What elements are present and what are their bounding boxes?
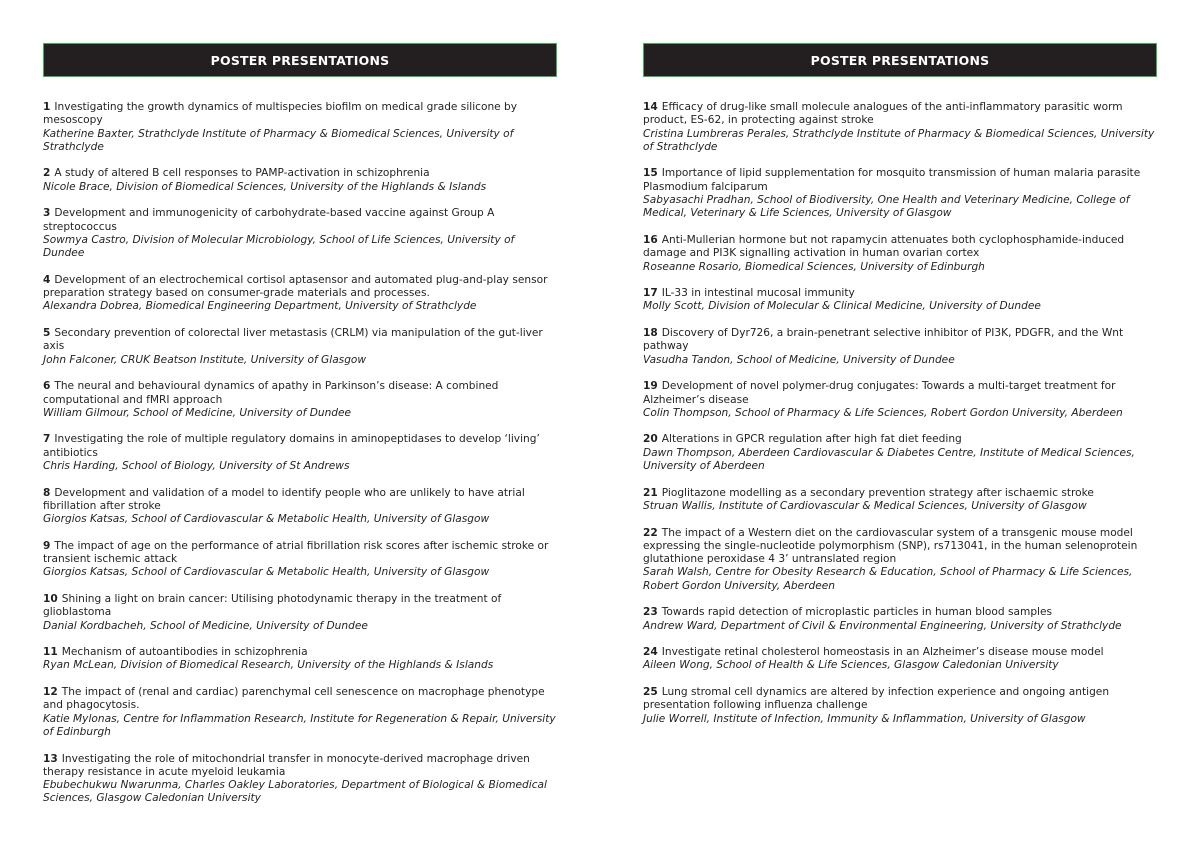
- poster-number: 10: [43, 592, 58, 605]
- poster-entry: [643, 327, 1157, 367]
- poster-title: Towards rapid detection of microplastic particles in human blood samples: [661, 606, 1053, 619]
- poster-number: 1: [43, 101, 51, 113]
- poster-number: 17: [643, 287, 658, 300]
- poster-author: Sarah Walsh, Centre for Obesity Research & Education, School of Pharmacy & Life Sciences, Robert Gordon University, Aberdeen: [643, 566, 1133, 592]
- poster-author: Katherine Baxter, Strathclyde Institute of Pharmacy & Biomedical Sciences, University of Strathclyde: [43, 127, 514, 153]
- poster-number: 18: [643, 327, 658, 340]
- poster-title-line: [43, 540, 557, 567]
- poster-title-line: [43, 646, 557, 659]
- poster-entry: [643, 686, 1157, 726]
- poster-author: Dawn Thompson, Aberdeen Cardiovascular & Diabetes Centre, Institute of Medical Sciences, University of Aberdeen: [643, 446, 1135, 473]
- poster-title-line: [43, 327, 557, 354]
- poster-entry: [43, 327, 557, 367]
- poster-entry: [43, 593, 557, 633]
- poster-number: 11: [43, 646, 58, 659]
- poster-entry: [643, 606, 1157, 633]
- poster-number: 20: [643, 433, 658, 446]
- poster-title: Investigating the growth dynamics of multispecies biofilm on medical grade silicone by mesoscopy: [43, 101, 518, 127]
- poster-number: 15: [643, 167, 658, 180]
- poster-title-line: [43, 433, 557, 460]
- poster-title: Development of an electrochemical cortisol aptasensor and automated plug-and-play sensor preparation strategy based on consumer-grade materials and processes.: [43, 273, 548, 300]
- poster-title-line: [643, 167, 1157, 194]
- poster-entry: [43, 540, 557, 580]
- poster-number: 19: [643, 380, 658, 393]
- poster-title-line: [43, 753, 557, 780]
- poster-entry: [643, 380, 1157, 420]
- poster-title: Mechanism of autoantibodies in schizophrenia: [61, 646, 308, 659]
- right-page: [643, 43, 1157, 739]
- section-header-banner: [43, 43, 557, 77]
- poster-title: Lung stromal cell dynamics are altered by infection experience and ongoing antigen presentation following influenza challenge: [643, 686, 1110, 712]
- poster-author: Sowmya Castro, Division of Molecular Microbiology, School of Life Sciences, University of Dundee: [43, 233, 515, 260]
- poster-title-line: [643, 487, 1157, 500]
- poster-list: [643, 101, 1157, 726]
- poster-title-line: [43, 274, 557, 301]
- poster-title: Investigating the role of mitochondrial transfer in monocyte-derived macrophage driven therapy resistance in acute myeloid leukamia: [43, 752, 530, 778]
- poster-title-line: [643, 380, 1157, 407]
- poster-author: Colin Thompson, School of Pharmacy & Life Sciences, Robert Gordon University, Aberdeen: [643, 406, 1123, 419]
- poster-number: 16: [643, 233, 658, 246]
- poster-entry: [643, 646, 1157, 673]
- poster-entry: [43, 646, 557, 673]
- poster-author: Sabyasachi Pradhan, School of Biodiversity, One Health and Veterinary Medicine, College of Medical, Veterinary & Life Sciences, University of Glasgow: [643, 194, 1130, 220]
- poster-title: Secondary prevention of colorectal liver metastasis (CRLM) via manipulation of the gut-liver axis: [43, 327, 543, 353]
- poster-number: 7: [43, 433, 51, 446]
- poster-author: Giorgios Katsas, School of Cardiovascular & Metabolic Health, University of Glasgow: [43, 513, 490, 526]
- poster-title-line: [643, 287, 1157, 300]
- left-page: [43, 43, 557, 819]
- poster-title: Shining a light on brain cancer: Utilising photodynamic therapy in the treatment of glioblastoma: [43, 592, 502, 619]
- poster-title: Investigating the role of multiple regulatory domains in aminopeptidases to develop ‘living’ antibiotics: [43, 433, 540, 459]
- poster-title-line: [643, 686, 1157, 713]
- poster-author: Andrew Ward, Department of Civil & Environmental Engineering, University of Strathclyde: [643, 619, 1122, 632]
- poster-entry: [43, 101, 557, 154]
- poster-title: A study of altered B cell responses to PAMP-activation in schizophrenia: [54, 167, 430, 180]
- poster-number: 2: [43, 167, 51, 180]
- poster-title: Development and immunogenicity of carbohydrate-based vaccine against Group A streptococcus: [43, 207, 495, 233]
- poster-title-line: [643, 433, 1157, 446]
- poster-title-line: [643, 606, 1157, 619]
- poster-title-line: [643, 327, 1157, 354]
- poster-entry: [43, 274, 557, 314]
- poster-list: [43, 101, 557, 806]
- poster-author: Vasudha Tandon, School of Medicine, University of Dundee: [643, 353, 955, 366]
- poster-entry: [643, 287, 1157, 314]
- poster-title-line: [643, 234, 1157, 261]
- poster-title: Development of novel polymer-drug conjugates: Towards a multi-target treatment for Alzheimer’s disease: [643, 380, 1116, 406]
- poster-number: 6: [43, 380, 51, 393]
- poster-title-line: [643, 101, 1157, 128]
- poster-title-line: [43, 593, 557, 620]
- poster-author: Julie Worrell, Institute of Infection, Immunity & Inflammation, University of Glasgow: [643, 712, 1086, 725]
- poster-title: Anti-Mullerian hormone but not rapamycin attenuates both cyclophosphamide-induced damage and PI3K signalling activation in human ovarian cortex: [643, 233, 1125, 260]
- poster-title-line: [43, 686, 557, 713]
- poster-entry: [43, 753, 557, 806]
- poster-title-line: [643, 646, 1157, 659]
- poster-author: Aileen Wong, School of Health & Life Sciences, Glasgow Caledonian University: [643, 659, 1059, 672]
- poster-title: Investigate retinal cholesterol homeostasis in an Alzheimer’s disease mouse model: [661, 646, 1104, 659]
- poster-number: 8: [43, 486, 51, 499]
- poster-number: 13: [43, 752, 58, 765]
- poster-author: John Falconer, CRUK Beatson Institute, University of Glasgow: [43, 353, 367, 366]
- poster-author: Molly Scott, Division of Molecular & Clinical Medicine, University of Dundee: [643, 300, 1041, 313]
- poster-author: Katie Mylonas, Centre for Inflammation Research, Institute for Regeneration & Repair, University of Edinburgh: [43, 712, 556, 738]
- poster-entry: [43, 207, 557, 260]
- section-header-title: POSTER PRESENTATIONS: [810, 52, 990, 68]
- poster-entry: [43, 686, 557, 739]
- poster-title: IL-33 in intestinal mucosal immunity: [661, 287, 855, 300]
- poster-number: 21: [643, 486, 658, 499]
- poster-title: Alterations in GPCR regulation after high fat diet feeding: [661, 433, 962, 446]
- poster-number: 3: [43, 207, 51, 220]
- poster-title-line: [43, 487, 557, 514]
- poster-title-line: [43, 207, 557, 234]
- poster-title-line: [43, 101, 557, 128]
- poster-number: 14: [643, 101, 658, 113]
- poster-title: The impact of age on the performance of atrial fibrillation risk scores after ischemic stroke or transient ischemic attack: [43, 539, 549, 566]
- poster-entry: [43, 167, 557, 194]
- poster-entry: [43, 433, 557, 473]
- poster-entry: [43, 487, 557, 527]
- poster-number: 22: [643, 526, 658, 539]
- poster-author: Danial Kordbacheh, School of Medicine, University of Dundee: [43, 619, 368, 632]
- poster-entry: [643, 487, 1157, 514]
- poster-entry: [43, 380, 557, 420]
- poster-author: Struan Wallis, Institute of Cardiovascular & Medical Sciences, University of Glasgow: [643, 499, 1087, 512]
- poster-title: The neural and behavioural dynamics of apathy in Parkinson’s disease: A combined computational and fMRI approach: [43, 380, 499, 406]
- poster-entry: [643, 101, 1157, 154]
- poster-author: Chris Harding, School of Biology, University of St Andrews: [43, 460, 350, 473]
- poster-author: Nicole Brace, Division of Biomedical Sciences, University of the Highlands & Islands: [43, 180, 487, 193]
- poster-title: The impact of (renal and cardiac) parenchymal cell senescence on macrophage phenotype and phagocytosis.: [43, 686, 545, 712]
- poster-title-line: [43, 167, 557, 180]
- poster-title: Development and validation of a model to identify people who are unlikely to have atrial fibrillation after stroke: [43, 486, 525, 512]
- poster-entry: [643, 167, 1157, 220]
- poster-entry: [643, 527, 1157, 593]
- section-header-title: POSTER PRESENTATIONS: [210, 52, 390, 68]
- poster-author: Giorgios Katsas, School of Cardiovascular & Metabolic Health, University of Glasgow: [43, 566, 490, 579]
- poster-number: 4: [43, 273, 51, 286]
- poster-author: Cristina Lumbreras Perales, Strathclyde Institute of Pharmacy & Biomedical Sciences, University of Strathclyde: [643, 127, 1155, 153]
- poster-title: Importance of lipid supplementation for mosquito transmission of human malaria parasite Plasmodium falciparum: [643, 167, 1141, 193]
- poster-number: 24: [643, 646, 658, 659]
- poster-author: Roseanne Rosario, Biomedical Sciences, University of Edinburgh: [643, 260, 985, 273]
- poster-author: Alexandra Dobrea, Biomedical Engineering Department, University of Strathclyde: [43, 300, 477, 313]
- poster-author: Ryan McLean, Division of Biomedical Research, University of the Highlands & Islands: [43, 659, 494, 672]
- poster-number: 25: [643, 686, 658, 699]
- poster-number: 12: [43, 686, 58, 699]
- poster-title: The impact of a Western diet on the cardiovascular system of a transgenic mouse model expressing the single-nucleotide polymorphism (SNP), rs713041, in the human selenoprotein glutathione peroxidase 4 3’ untranslated region: [643, 526, 1138, 566]
- poster-author: Ebubechukwu Nwarunma, Charles Oakley Laboratories, Department of Biological & Biomedical Sciences, Glasgow Caledonian University: [43, 779, 547, 805]
- section-header-banner: [643, 43, 1157, 77]
- poster-title-line: [643, 527, 1157, 567]
- poster-number: 9: [43, 539, 51, 552]
- poster-title: Efficacy of drug-like small molecule analogues of the anti-inflammatory parasitic worm product, ES-62, in protecting against stroke: [643, 101, 1123, 127]
- poster-title: Discovery of Dyr726, a brain-penetrant selective inhibitor of PI3K, PDGFR, and the Wnt pathway: [643, 327, 1124, 353]
- poster-number: 23: [643, 606, 658, 619]
- poster-author: William Gilmour, School of Medicine, University of Dundee: [43, 406, 352, 419]
- poster-entry: [643, 433, 1157, 473]
- poster-title-line: [43, 380, 557, 407]
- poster-entry: [643, 234, 1157, 274]
- poster-title: Pioglitazone modelling as a secondary prevention strategy after ischaemic stroke: [661, 486, 1094, 499]
- poster-number: 5: [43, 327, 51, 340]
